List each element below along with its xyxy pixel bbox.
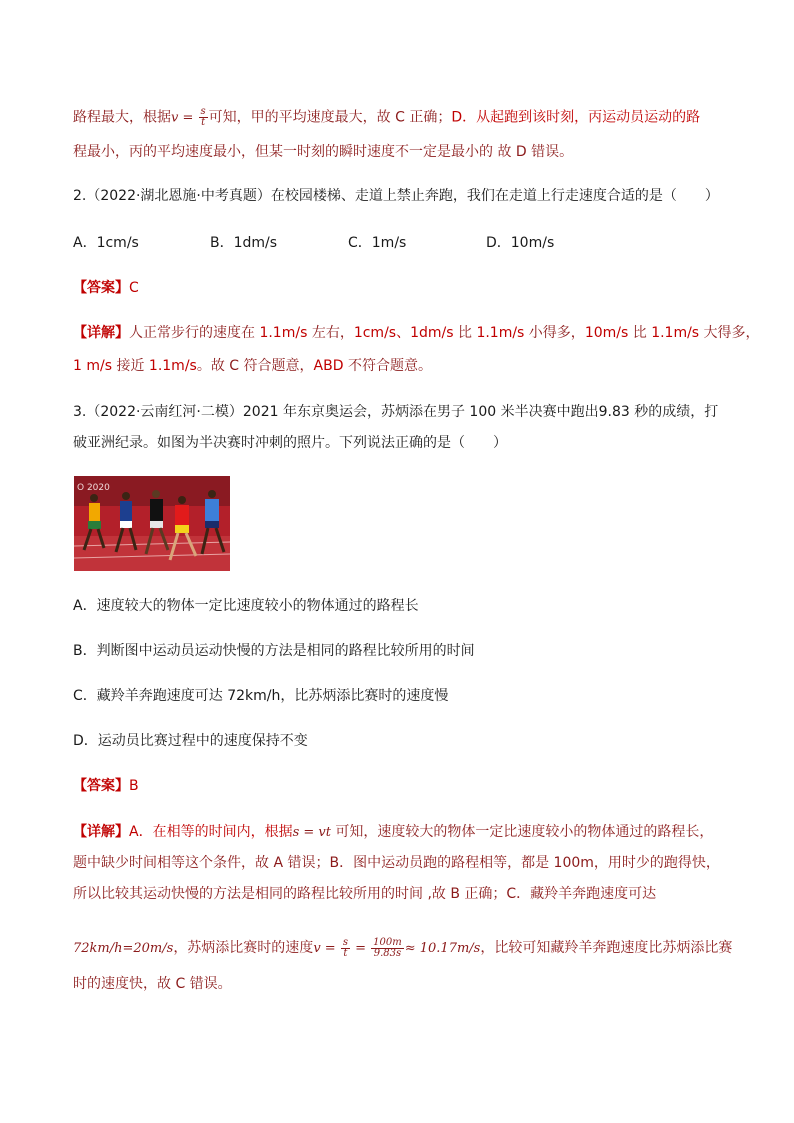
- detail-label: 【详解】: [73, 325, 129, 341]
- detail-label: 【详解】: [73, 824, 129, 840]
- question-3-stem-line-1: 3.（2022·云南红河·二模）2021 年东京奥运会，苏炳添在男子 100 米半决赛中跑出9.83 秒的成绩，打: [73, 404, 719, 420]
- answer-value: C: [129, 280, 139, 296]
- fraction-100m-over-time: $\frac{100m}{9.83s}$: [373, 936, 402, 959]
- math-s-equals-vt: s = vt: [292, 825, 331, 840]
- text-segment: 路程最大，根据: [73, 109, 171, 126]
- q3-option-c: C．藏羚羊奔跑速度可达 72km/h，比苏炳添比赛时的速度慢: [73, 688, 449, 704]
- fraction-s-over-t: [199, 107, 208, 128]
- math-var-v: v: [171, 110, 179, 126]
- answer-value: B: [129, 778, 139, 794]
- q3-detail-line-3: 所以比较其运动快慢的方法是相同的路程比较所用的时间 ,故 B 正确；C．藏羚羊奔跑速度可达: [73, 886, 657, 902]
- q2-option-b: B．1dm/s: [210, 235, 278, 251]
- q2-option-c: C．1m/s: [348, 235, 407, 251]
- q2-detail-line-2: 1 m/s 接近 1.1m/s。故 C 符合题意，ABD 不符合题意。: [73, 358, 432, 374]
- fraction-numerator: s: [200, 106, 206, 117]
- fraction-s-over-t: $\frac{s}{t}$: [342, 936, 348, 959]
- answer-label: 【答案】: [73, 778, 129, 794]
- photo-banner-text: O 2020: [77, 483, 110, 493]
- speed-result: ≈ 10.17m/s: [404, 941, 481, 956]
- question-3-stem-line-2: 破亚洲纪录。如图为半决赛时冲刺的照片。下列说法正确的是（ ）: [73, 435, 507, 451]
- paragraph-line-2: 程最小，丙的平均速度最小，但某一时刻的瞬时速度不一定是最小的 故 D 错误。: [73, 144, 574, 160]
- q2-detail-line-1: 【详解】人正常步行的速度在 1.1m/s 左右，1cm/s、1dm/s 比 1.1m/s 小得多，10m/s 比 1.1m/s 大得多，: [73, 325, 760, 341]
- math-var-v: v: [313, 941, 321, 956]
- fraction-denominator: t: [201, 117, 206, 128]
- q3-option-b: B．判断图中运动员运动快慢的方法是相同的路程比较所用的时间: [73, 643, 475, 659]
- sprint-photo-illustration: [74, 476, 230, 571]
- paragraph-line-1: 路程最大，根据v = $\frac{s}{t}$ 可知，甲的平均速度最大，故 C 正确；D．从起跑到该时刻，丙运动员运动的路: [73, 106, 701, 128]
- q2-option-d: D．10m/s: [486, 235, 555, 251]
- q3-detail-line-5: 时的速度快，故 C 错误。: [73, 976, 232, 992]
- sprint-photo: [74, 476, 230, 571]
- q3-detail-line-4: 72km/h=20m/s，苏炳添比赛时的速度v = $\frac{s}{t}$ = $\frac{100m}{9.83s}$ ≈ 10.17m/s，比较可知藏羚羊奔跑速度比苏炳添比赛: [73, 936, 733, 959]
- q3-option-d: D．运动员比赛过程中的速度保持不变: [73, 733, 308, 749]
- text-segment: D．从起跑到该时刻，丙运动员运动的路: [451, 109, 701, 126]
- text-segment: 可知，甲的平均速度最大，故 C 正确；: [208, 109, 452, 126]
- q3-detail-line-2: 题中缺少时间相等这个条件，故 A 错误；B．图中运动员跑的路程相等，都是 100m，用时少的跑得快，: [73, 855, 720, 871]
- question-2-stem: 2.（2022·湖北恩施·中考真题）在校园楼梯、走道上禁止奔跑，我们在走道上行走速度合适的是（ ）: [73, 188, 719, 204]
- q3-answer: [73, 777, 139, 795]
- answer-label: 【答案】: [73, 280, 129, 296]
- q3-detail-line-1: 【详解】A．在相等的时间内，根据s = vt 可知，速度较大的物体一定比速度较小的物体通过的路程长，: [73, 824, 714, 840]
- q2-option-a: A．1cm/s: [73, 235, 139, 251]
- q2-answer: [73, 279, 139, 297]
- speed-conversion: 72km/h=20m/s: [73, 941, 174, 956]
- q3-option-a: A．速度较大的物体一定比速度较小的物体通过的路程长: [73, 598, 419, 614]
